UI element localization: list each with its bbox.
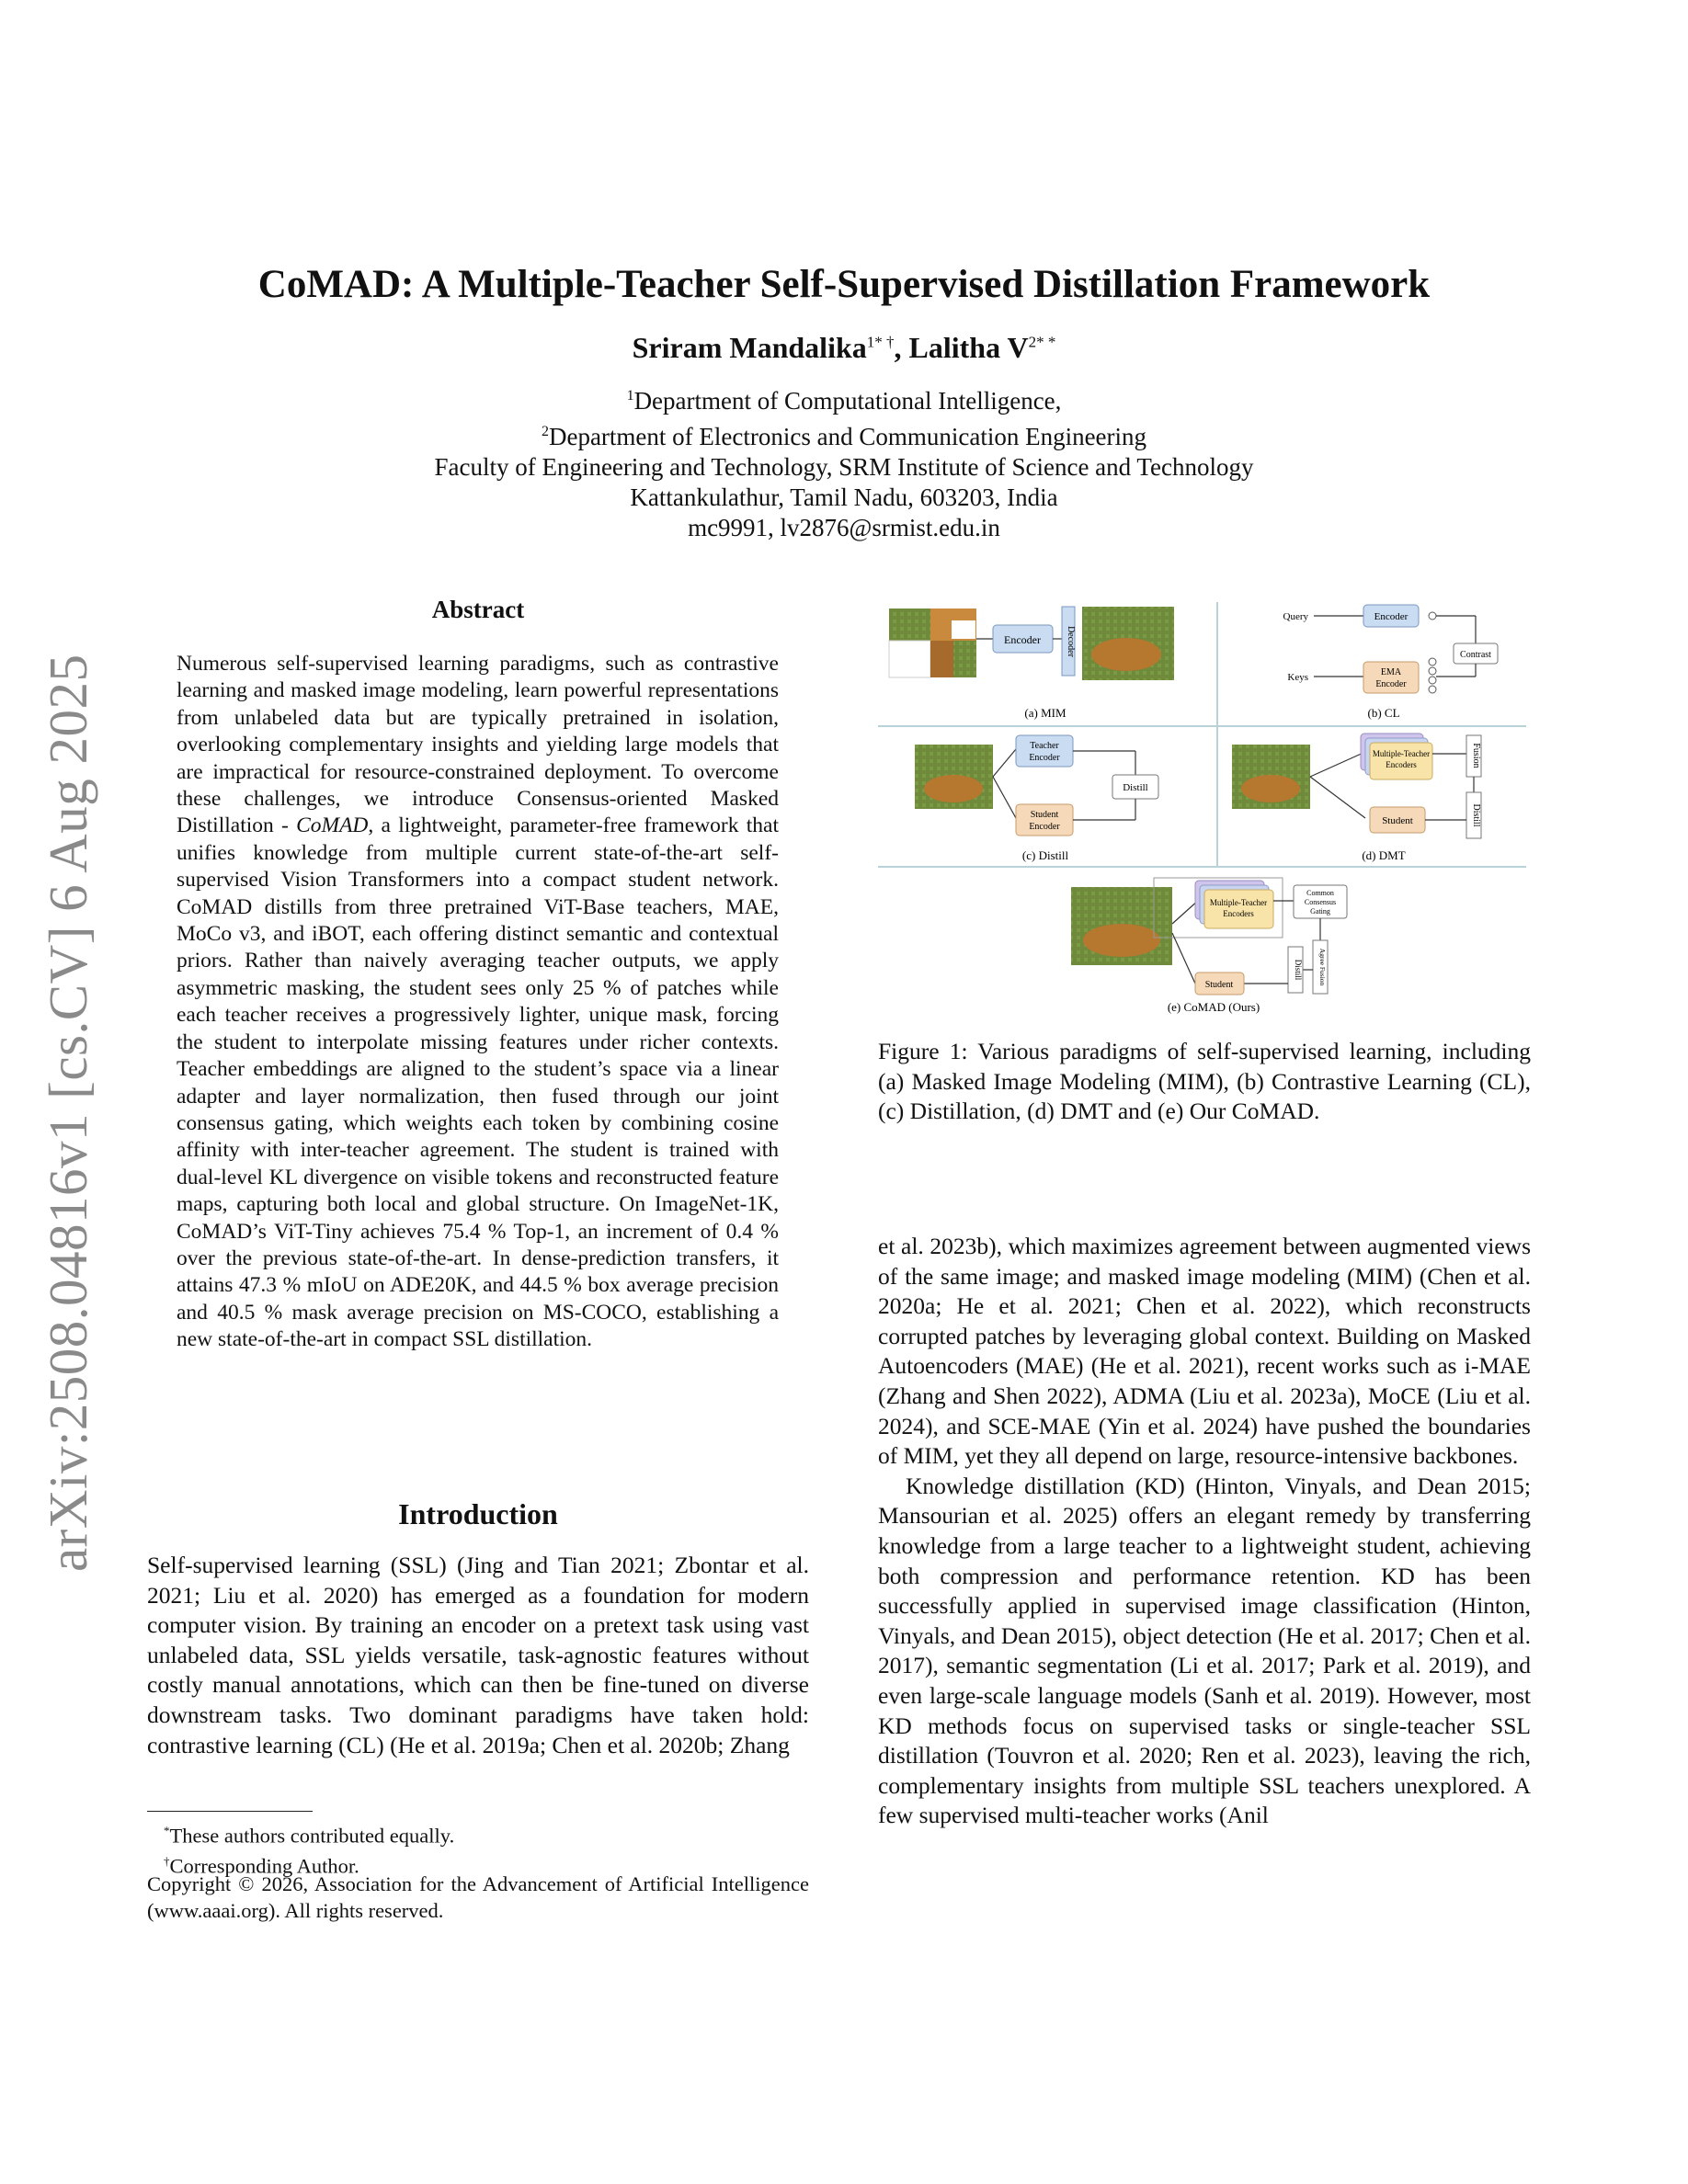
gating-label: Consensus bbox=[1304, 898, 1337, 906]
masked-patch-image bbox=[953, 641, 976, 677]
fusion-label: Fusion bbox=[1471, 743, 1481, 768]
reconstructed-image bbox=[1091, 638, 1161, 671]
footnote-mark: † bbox=[164, 1853, 170, 1868]
abstract-body bbox=[177, 651, 779, 1354]
footnote-mark: * bbox=[164, 1824, 170, 1837]
affiliation-line: Faculty of Engineering and Technology, SRM Institute of Science and Technology bbox=[434, 453, 1254, 481]
footnote-text: These authors contributed equally. bbox=[169, 1824, 455, 1848]
footnote-rule bbox=[147, 1811, 313, 1812]
body-paragraph: Knowledge distillation (KD) (Hinton, Vinyals, and Dean 2015; Mansourian et al. 2025) offers an elegant remedy by transferring knowledge from a large teacher to a lightweight student, achieving both compression and performance retention. KD has been successfully applied in supervised image classification (Hinton, Vinyals, and Dean 2015), object detection (He et al. 2017; Chen et al. 2017), semantic segmentation (Li et al. 2017; Park et al. 2019), and even large-scale language models (Sanh et al. 2019). However, most KD methods focus on supervised tasks or single-teacher SSL distillation (Touvron et al. 2020; Ren et al. 2023), leaving the rich, complementary insights from multiple SSL teachers unexplored. A few supervised multi-teacher works (Anil bbox=[878, 1472, 1531, 1829]
multi-teacher-label: Encoders bbox=[1223, 909, 1254, 918]
author-name: Lalitha V bbox=[908, 331, 1029, 364]
figure-caption: Figure 1: Various paradigms of self-supervised learning, including (a) Masked Image Modeling (MIM), (b) Contrastive Learning (CL), (c) Distillation, (d) DMT and (e) Our CoMAD. bbox=[878, 1038, 1531, 1125]
distill-label: Distill bbox=[1123, 782, 1148, 793]
feature-node bbox=[1429, 686, 1436, 693]
author-list bbox=[0, 331, 1688, 365]
panel-caption: (e) CoMAD (Ours) bbox=[1167, 1000, 1260, 1014]
distill-label: Distill bbox=[1294, 959, 1303, 981]
masked-patch-image bbox=[889, 641, 930, 677]
panel-caption: (c) Distill bbox=[1021, 848, 1069, 862]
student-label: Student bbox=[1204, 980, 1234, 990]
panel-mim bbox=[889, 607, 1174, 720]
author-separator: , bbox=[894, 331, 909, 364]
feature-node bbox=[1429, 658, 1436, 665]
introduction-body: Self-supervised learning (SSL) (Jing and Tian 2021; Zbontar et al. 2021; Liu et al. 2020) has emerged as a foundation for modern computer vision. By training an encoder on a pretext task using vast unlabeled data, SSL yields versatile, task-agnostic features without costly manual annotations, which can then be fine-tuned on diverse downstream tasks. Two dominant paradigms have taken hold: contrastive learning (CL) (He et al. 2019a; Chen et al. 2020b; Zhang bbox=[147, 1552, 809, 1758]
ema-label: Encoder bbox=[1375, 679, 1407, 689]
author-mark: 2* * bbox=[1028, 333, 1056, 351]
distill-label: Distill bbox=[1471, 803, 1481, 827]
abstract-emphasis: CoMAD bbox=[296, 813, 369, 838]
footnote-text: Corresponding Author. bbox=[169, 1854, 359, 1877]
input-image bbox=[1241, 775, 1300, 802]
author-name: Sriram Mandalika bbox=[632, 331, 867, 364]
student-label: Student bbox=[1030, 810, 1059, 820]
paper-title: CoMAD: A Multiple-Teacher Self-Supervised Distillation Framework bbox=[257, 263, 1431, 306]
feature-node bbox=[1429, 667, 1436, 675]
encoder-label: Encoder bbox=[1374, 611, 1409, 622]
arrow bbox=[1310, 752, 1365, 777]
affiliation-mark: 2 bbox=[541, 424, 549, 439]
arxiv-identifier: arXiv:2508.04816v1 [cs.CV] 6 Aug 2025 bbox=[38, 654, 98, 1572]
query-label: Query bbox=[1283, 611, 1308, 622]
panel-distill bbox=[915, 735, 1158, 862]
panel-comad bbox=[1071, 878, 1347, 1014]
ema-label: EMA bbox=[1380, 667, 1402, 677]
figure-1 bbox=[878, 597, 1526, 1016]
abstract-text: , a lightweight, parameter-free framework that unifies knowledge from multiple current state-of-the-art self-supervised Vision Transformers into a compact student network. CoMAD distills from three pretrained ViT-Base teachers, MAE, MoCo v3, and iBOT, each offering distinct semantic and contextual priors. Rather than naively averaging teacher outputs, we apply asymmetric masking, the student sees only 25 % of patches while each teacher receives a progressively lighter, unique mask, forcing the student to interpolate missing features under richer contexts. Teacher embeddings are aligned to the student’s space via a linear adapter and layer normalization, then fused through our joint consensus gating, which weights each token by combining cosine affinity with inter-teacher agreement. The student is trained with dual-level KL divergence on visible tokens and reconstructed feature maps, capturing both local and global structure. On ImageNet-1K, CoMAD’s ViT-Tiny achieves 75.4 % Top-1, an increment of 0.4 % over the previous state-of-the-art. In dense-prediction transfers, it attains 47.3 % mIoU on ADE20K, and 44.5 % box average precision and 40.5 % mask average precision on MS-COCO, establishing a new state-of-the-art in compact SSL distillation. bbox=[177, 813, 779, 1352]
feature-node bbox=[1429, 612, 1436, 620]
panel-caption: (b) CL bbox=[1367, 706, 1400, 720]
panel-dmt bbox=[1232, 734, 1481, 862]
arrow bbox=[1310, 777, 1365, 818]
arrow bbox=[993, 777, 1016, 818]
affiliation-text: Department of Electronics and Communication Engineering bbox=[548, 423, 1147, 450]
multi-teacher-label: Multiple-Teacher bbox=[1372, 749, 1431, 758]
fusion-label: Agree Fusion bbox=[1318, 948, 1327, 986]
teacher-label: Encoder bbox=[1029, 753, 1060, 763]
input-image bbox=[924, 775, 983, 802]
multi-teacher-label: Multiple-Teacher bbox=[1209, 898, 1268, 907]
masked-patch-image bbox=[889, 609, 930, 641]
abstract-heading: Abstract bbox=[431, 596, 525, 623]
affiliation-line bbox=[0, 416, 1688, 452]
copyright-notice: Copyright © 2026, Association for the Advancement of Artificial Intelligence (www.aaai.org). All rights reserved. bbox=[147, 1872, 809, 1922]
student-label: Student bbox=[1382, 815, 1413, 826]
affiliation-text: Department of Computational Intelligence, bbox=[633, 387, 1062, 415]
encoder-label: Encoder bbox=[1004, 633, 1041, 646]
gating-label: Common bbox=[1306, 889, 1334, 897]
body-paragraph: et al. 2023b), which maximizes agreement between augmented views of the same image; and masked image modeling (MIM) (Chen et al. 2020a; He et al. 2021; Chen et al. 2022), which reconstructs corrupted patches by leveraging global context. Building on Masked Autoencoders (MAE) (He et al. 2021), recent works such as i-MAE (Zhang and Shen 2022), ADMA (Liu et al. 2023a), MoCE (Liu et al. 2024), and SCE-MAE (Yin et al. 2024) have pushed the boundaries of MIM, yet they all depend on large, resource-intensive backbones. bbox=[878, 1233, 1531, 1470]
feature-node bbox=[1429, 677, 1436, 684]
decoder-label: Decoder bbox=[1066, 626, 1076, 657]
masked-patch-image bbox=[930, 641, 953, 677]
author-email: mc9991, lv2876@srmist.edu.in bbox=[688, 514, 1000, 541]
affiliation-mark: 1 bbox=[626, 388, 634, 404]
introduction-heading: Introduction bbox=[398, 1497, 558, 1530]
student-label: Encoder bbox=[1029, 822, 1060, 832]
arrow bbox=[993, 749, 1016, 777]
keys-label: Keys bbox=[1287, 672, 1308, 683]
footnotes bbox=[147, 1818, 809, 1878]
multi-teacher-label: Encoders bbox=[1386, 760, 1417, 769]
panel-cl bbox=[1283, 605, 1499, 720]
teacher-label: Teacher bbox=[1030, 741, 1059, 751]
contrast-label: Contrast bbox=[1460, 650, 1491, 660]
arrow bbox=[1172, 933, 1195, 984]
affiliation-line: Kattankulathur, Tamil Nadu, 603203, India bbox=[630, 483, 1058, 511]
affiliations bbox=[0, 381, 1688, 543]
affiliation-line bbox=[0, 381, 1688, 416]
gating-label: Gating bbox=[1310, 907, 1330, 916]
author-mark: 1* † bbox=[866, 333, 895, 351]
abstract-text: Numerous self-supervised learning paradigms, such as contrastive learning and masked image modeling, learn powerful representations from unlabeled data but are typically pretrained in isolation, overlooking complementary insights and yielding large models that are impractical for resource-constrained deployment. To overcome these challenges, we introduce Consensus-oriented Masked Distillation - bbox=[177, 652, 779, 838]
panel-caption: (a) MIM bbox=[1024, 706, 1066, 720]
right-column-body bbox=[878, 1232, 1531, 1831]
input-image bbox=[1083, 924, 1160, 957]
footnote bbox=[147, 1818, 809, 1848]
masked-patch-image bbox=[952, 620, 975, 639]
panel-caption: (d) DMT bbox=[1362, 848, 1406, 862]
